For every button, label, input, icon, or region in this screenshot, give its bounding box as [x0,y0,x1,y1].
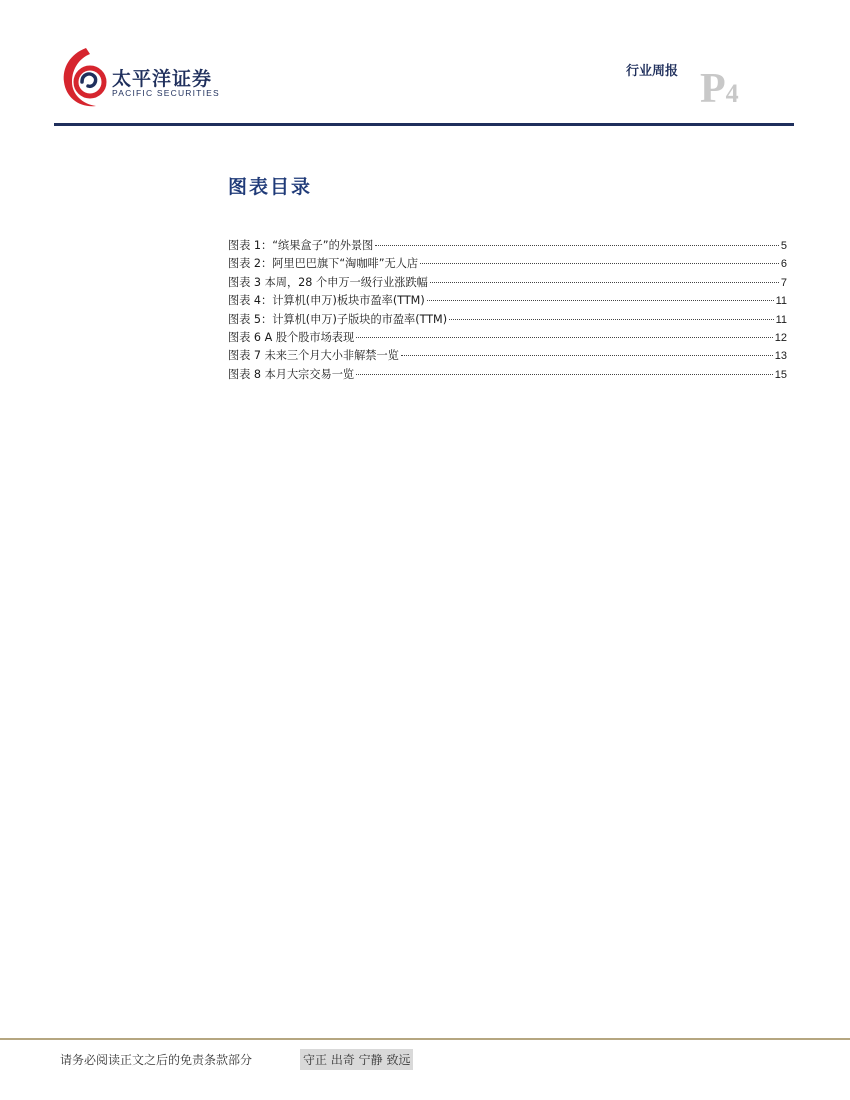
toc-leader-dots [449,318,774,320]
toc-item-label: 图表 3 本周，28 个申万一级行业涨跌幅 [228,275,428,289]
toc-item-page: 5 [780,240,787,252]
toc-item[interactable] [228,274,787,292]
header-divider [54,123,794,126]
page-prefix: P [700,66,726,112]
toc-leader-dots [356,336,773,338]
logo-name-cn: 太平洋证券 [112,68,213,90]
toc-item-page: 12 [774,331,787,344]
toc-item-label: 图表 6 A 股个股市场表现 [228,330,355,344]
toc-item-label: 图表 5：计算机(申万)子版块的市盈率(TTM) [228,312,448,326]
toc-item[interactable] [228,255,787,273]
toc-leader-dots [401,354,773,356]
toc-leader-dots [356,373,773,375]
toc-item-label: 图表 1：“缤果盒子”的外景图 [228,239,374,252]
pacific-securities-emblem-icon [60,44,112,114]
toc-leader-dots [430,281,779,283]
toc-leader-dots [375,244,779,246]
page-number-value: 4 [725,79,739,108]
toc-item-label: 图表 2：阿里巴巴旗下“淘咖啡”无人店 [228,257,419,271]
toc-title: 图表目录 [228,176,313,198]
toc-item-label: 图表 7 未来三个月大小非解禁一览 [228,349,399,363]
toc-item-page: 11 [775,295,787,308]
footer-motto: 守正 出奇 宁静 致远 [300,1049,413,1070]
footer-divider [0,1038,850,1040]
page-number [700,68,739,110]
toc-item-page: 6 [780,258,787,271]
footer-disclaimer-notice: 请务必阅读正文之后的免责条款部分 [60,1053,253,1067]
toc-leader-dots [420,262,779,264]
toc-item[interactable] [228,311,787,329]
toc-list [228,237,787,384]
toc-item[interactable] [228,366,787,384]
toc-item-label: 图表 8 本月大宗交易一览 [228,367,355,381]
company-logo [60,44,230,114]
toc-item-label: 图表 4：计算机(申万)板块市盈率(TTM) [228,294,425,308]
toc-leader-dots [427,299,774,301]
toc-item-page: 11 [775,313,787,326]
toc-item[interactable] [228,347,787,365]
toc-item-page: 13 [774,350,787,363]
report-type-label: 行业周报 [626,64,679,79]
logo-name-en: PACIFIC SECURITIES [112,88,220,98]
toc-item[interactable] [228,292,787,310]
toc-item[interactable] [228,329,787,347]
toc-item-page: 15 [774,368,787,381]
toc-item-page: 7 [780,276,787,289]
toc-item[interactable] [228,237,787,255]
